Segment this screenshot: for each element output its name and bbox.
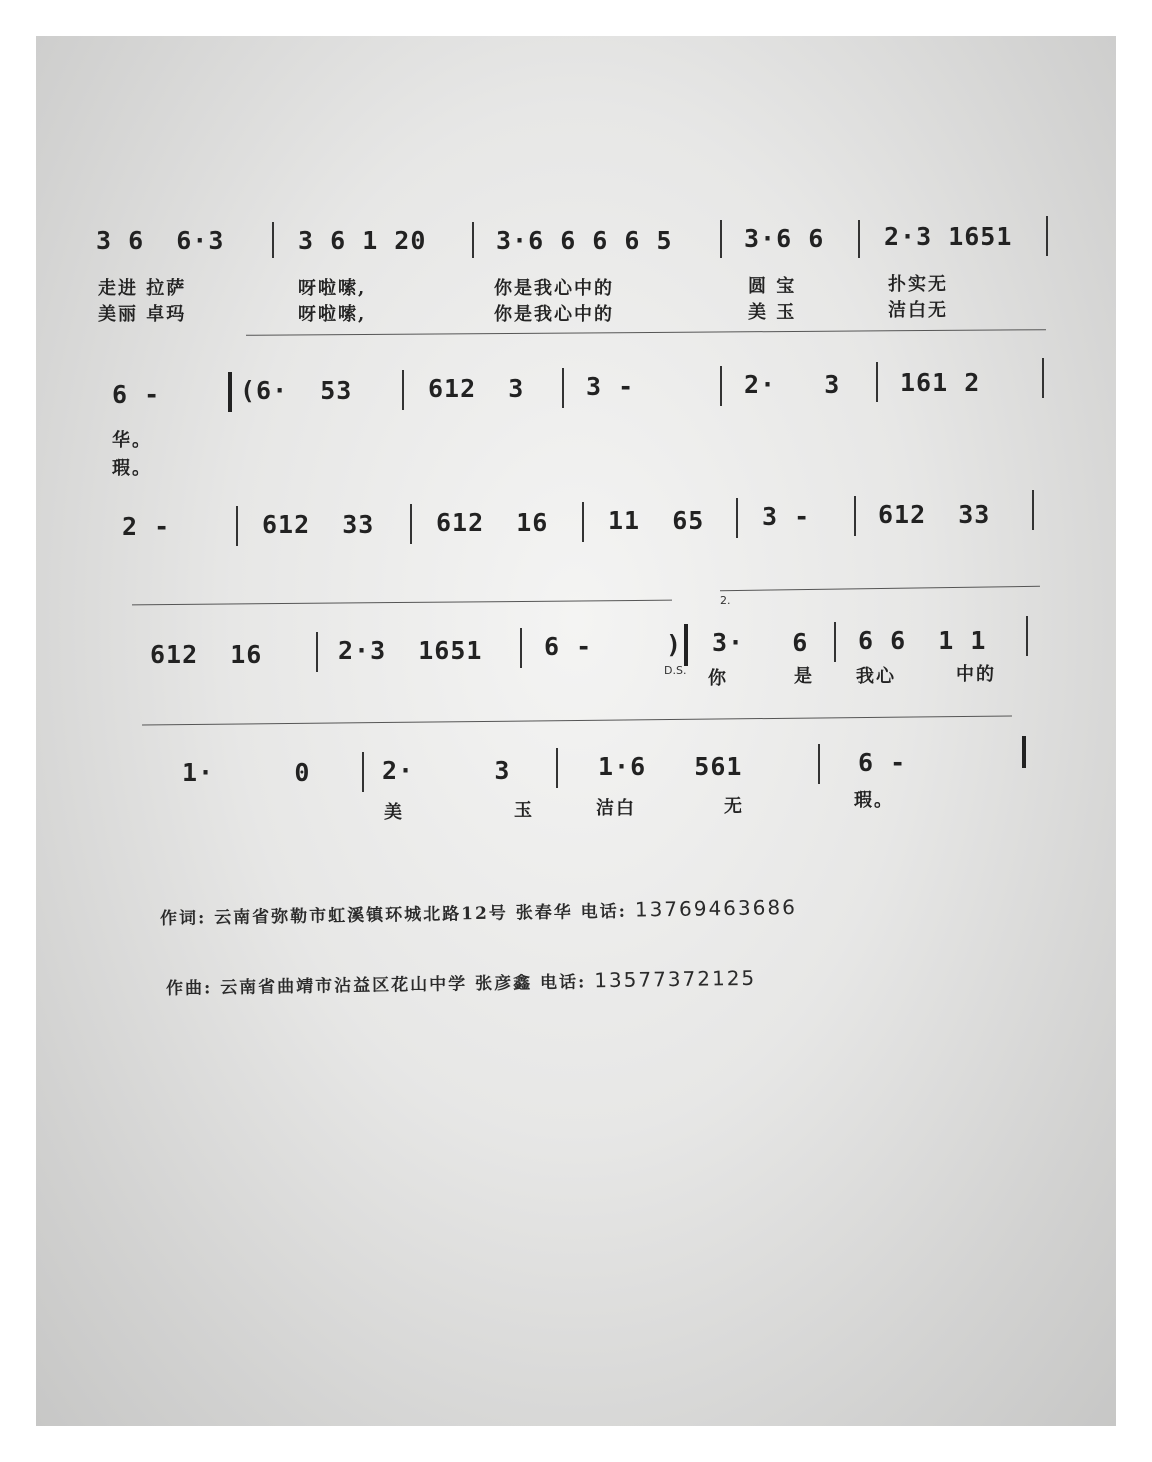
lyricist-info: 云南省弥勒市虹溪镇环城北路12号 张春华 电话: (214, 901, 628, 929)
lyric-4-1: 你 (708, 668, 728, 689)
lyric-5-1: 美 (384, 802, 404, 823)
measure-4-5: 6 6 1 1 (858, 626, 987, 655)
barline (720, 366, 722, 406)
barline (582, 502, 584, 542)
measure-3-2: 612 33 (262, 510, 375, 539)
measure-1-1: 3 6 6·3 (96, 226, 225, 255)
bracket-line (246, 329, 1046, 336)
barline (520, 628, 522, 668)
barline (402, 370, 404, 410)
barline (1026, 616, 1028, 656)
ds-mark: D.S. (664, 664, 687, 677)
barline (1046, 216, 1048, 256)
barline (818, 744, 820, 784)
measure-3-6: 612 33 (878, 500, 991, 529)
lyricist-label: 作词: (159, 908, 207, 929)
measure-5-4: 6 - (858, 748, 907, 777)
measure-1-3: 3·6 6 6 6 5 (496, 226, 673, 255)
lyric-4-3: 我心 (856, 666, 896, 687)
lyric-1-2: 呀啦嗦, (298, 278, 367, 299)
measure-2-1: 6 - (112, 380, 161, 409)
composer-label: 作曲: (165, 978, 213, 999)
barline (410, 504, 412, 544)
lyric-5-3: 洁白 (596, 798, 636, 819)
measure-2-4: 3 - (586, 372, 635, 401)
lyric-2-1: 美丽 卓玛 (98, 304, 187, 325)
measure-1-5: 2·3 1651 (884, 222, 1013, 251)
bracket-line (132, 600, 672, 606)
measure-4-3: 6 - (544, 632, 593, 661)
lyric-2-1-b: 瑕。 (112, 458, 152, 479)
barline (834, 622, 836, 662)
barline (858, 220, 860, 258)
barline (362, 752, 364, 792)
measure-4-2: 2·3 1651 (338, 636, 483, 665)
measure-3-3: 612 16 (436, 508, 549, 537)
sheet-music-page (36, 36, 1116, 1426)
lyricist-phone: 13769463686 (634, 894, 798, 922)
lyric-2-1-a: 华。 (112, 430, 152, 451)
lyric-5-2: 玉 (514, 800, 534, 821)
barline (556, 748, 558, 788)
measure-5-1: 1· 0 (182, 758, 311, 787)
volta-number: 2. (720, 594, 731, 607)
barline (272, 222, 274, 258)
paren-close: ) (666, 630, 683, 659)
barline (736, 498, 738, 538)
lyric-1-4: 圆 宝 (748, 276, 797, 297)
measure-1-4: 3·6 6 (744, 224, 825, 253)
barline (316, 632, 318, 672)
volta-line (720, 586, 1040, 591)
bracket-line (142, 715, 1012, 725)
barline (1042, 358, 1044, 398)
barline (720, 220, 722, 258)
measure-5-3: 1·6 561 (598, 752, 743, 781)
measure-3-5: 3 - (762, 502, 811, 531)
composer-info: 云南省曲靖市沾益区花山中学 张彦鑫 电话: (220, 972, 587, 999)
barline (876, 362, 878, 402)
barline (854, 496, 856, 536)
final-barline (1022, 736, 1026, 768)
lyric-2-4: 美 玉 (748, 302, 797, 323)
measure-2-3: 612 3 (428, 374, 525, 403)
lyricist-credit (160, 894, 797, 929)
lyric-1-5: 扑实无 (888, 274, 948, 295)
lyric-5-5: 瑕。 (854, 790, 894, 811)
measure-3-1: 2 - (122, 512, 171, 541)
lyric-1-3: 你是我心中的 (494, 278, 614, 299)
lyric-2-3: 你是我心中的 (494, 304, 614, 325)
measure-2-2: (6· 53 (240, 376, 353, 405)
lyric-5-4: 无 (724, 796, 744, 817)
barline (1032, 490, 1034, 530)
measure-5-2: 2· 3 (382, 756, 511, 785)
lyric-2-5: 洁白无 (888, 300, 948, 321)
lyric-1-1: 走进 拉萨 (98, 278, 187, 299)
lyric-4-4: 中的 (956, 664, 996, 685)
end-barline (684, 624, 688, 666)
measure-4-4: 3· 6 (712, 628, 809, 657)
barline (472, 222, 474, 258)
repeat-barline (228, 372, 232, 412)
lyric-2-2: 呀啦嗦, (298, 304, 367, 325)
measure-4-1: 612 16 (150, 640, 263, 669)
lyric-4-2: 是 (794, 666, 814, 687)
composer-phone: 13577372125 (594, 965, 757, 993)
measure-2-5: 2· 3 (744, 370, 841, 399)
barline (562, 368, 564, 408)
barline (236, 506, 238, 546)
measure-3-4: 11 65 (608, 506, 705, 535)
composer-credit (166, 965, 757, 999)
measure-2-6: 161 2 (900, 368, 981, 397)
measure-1-2: 3 6 1 20 (298, 226, 427, 255)
